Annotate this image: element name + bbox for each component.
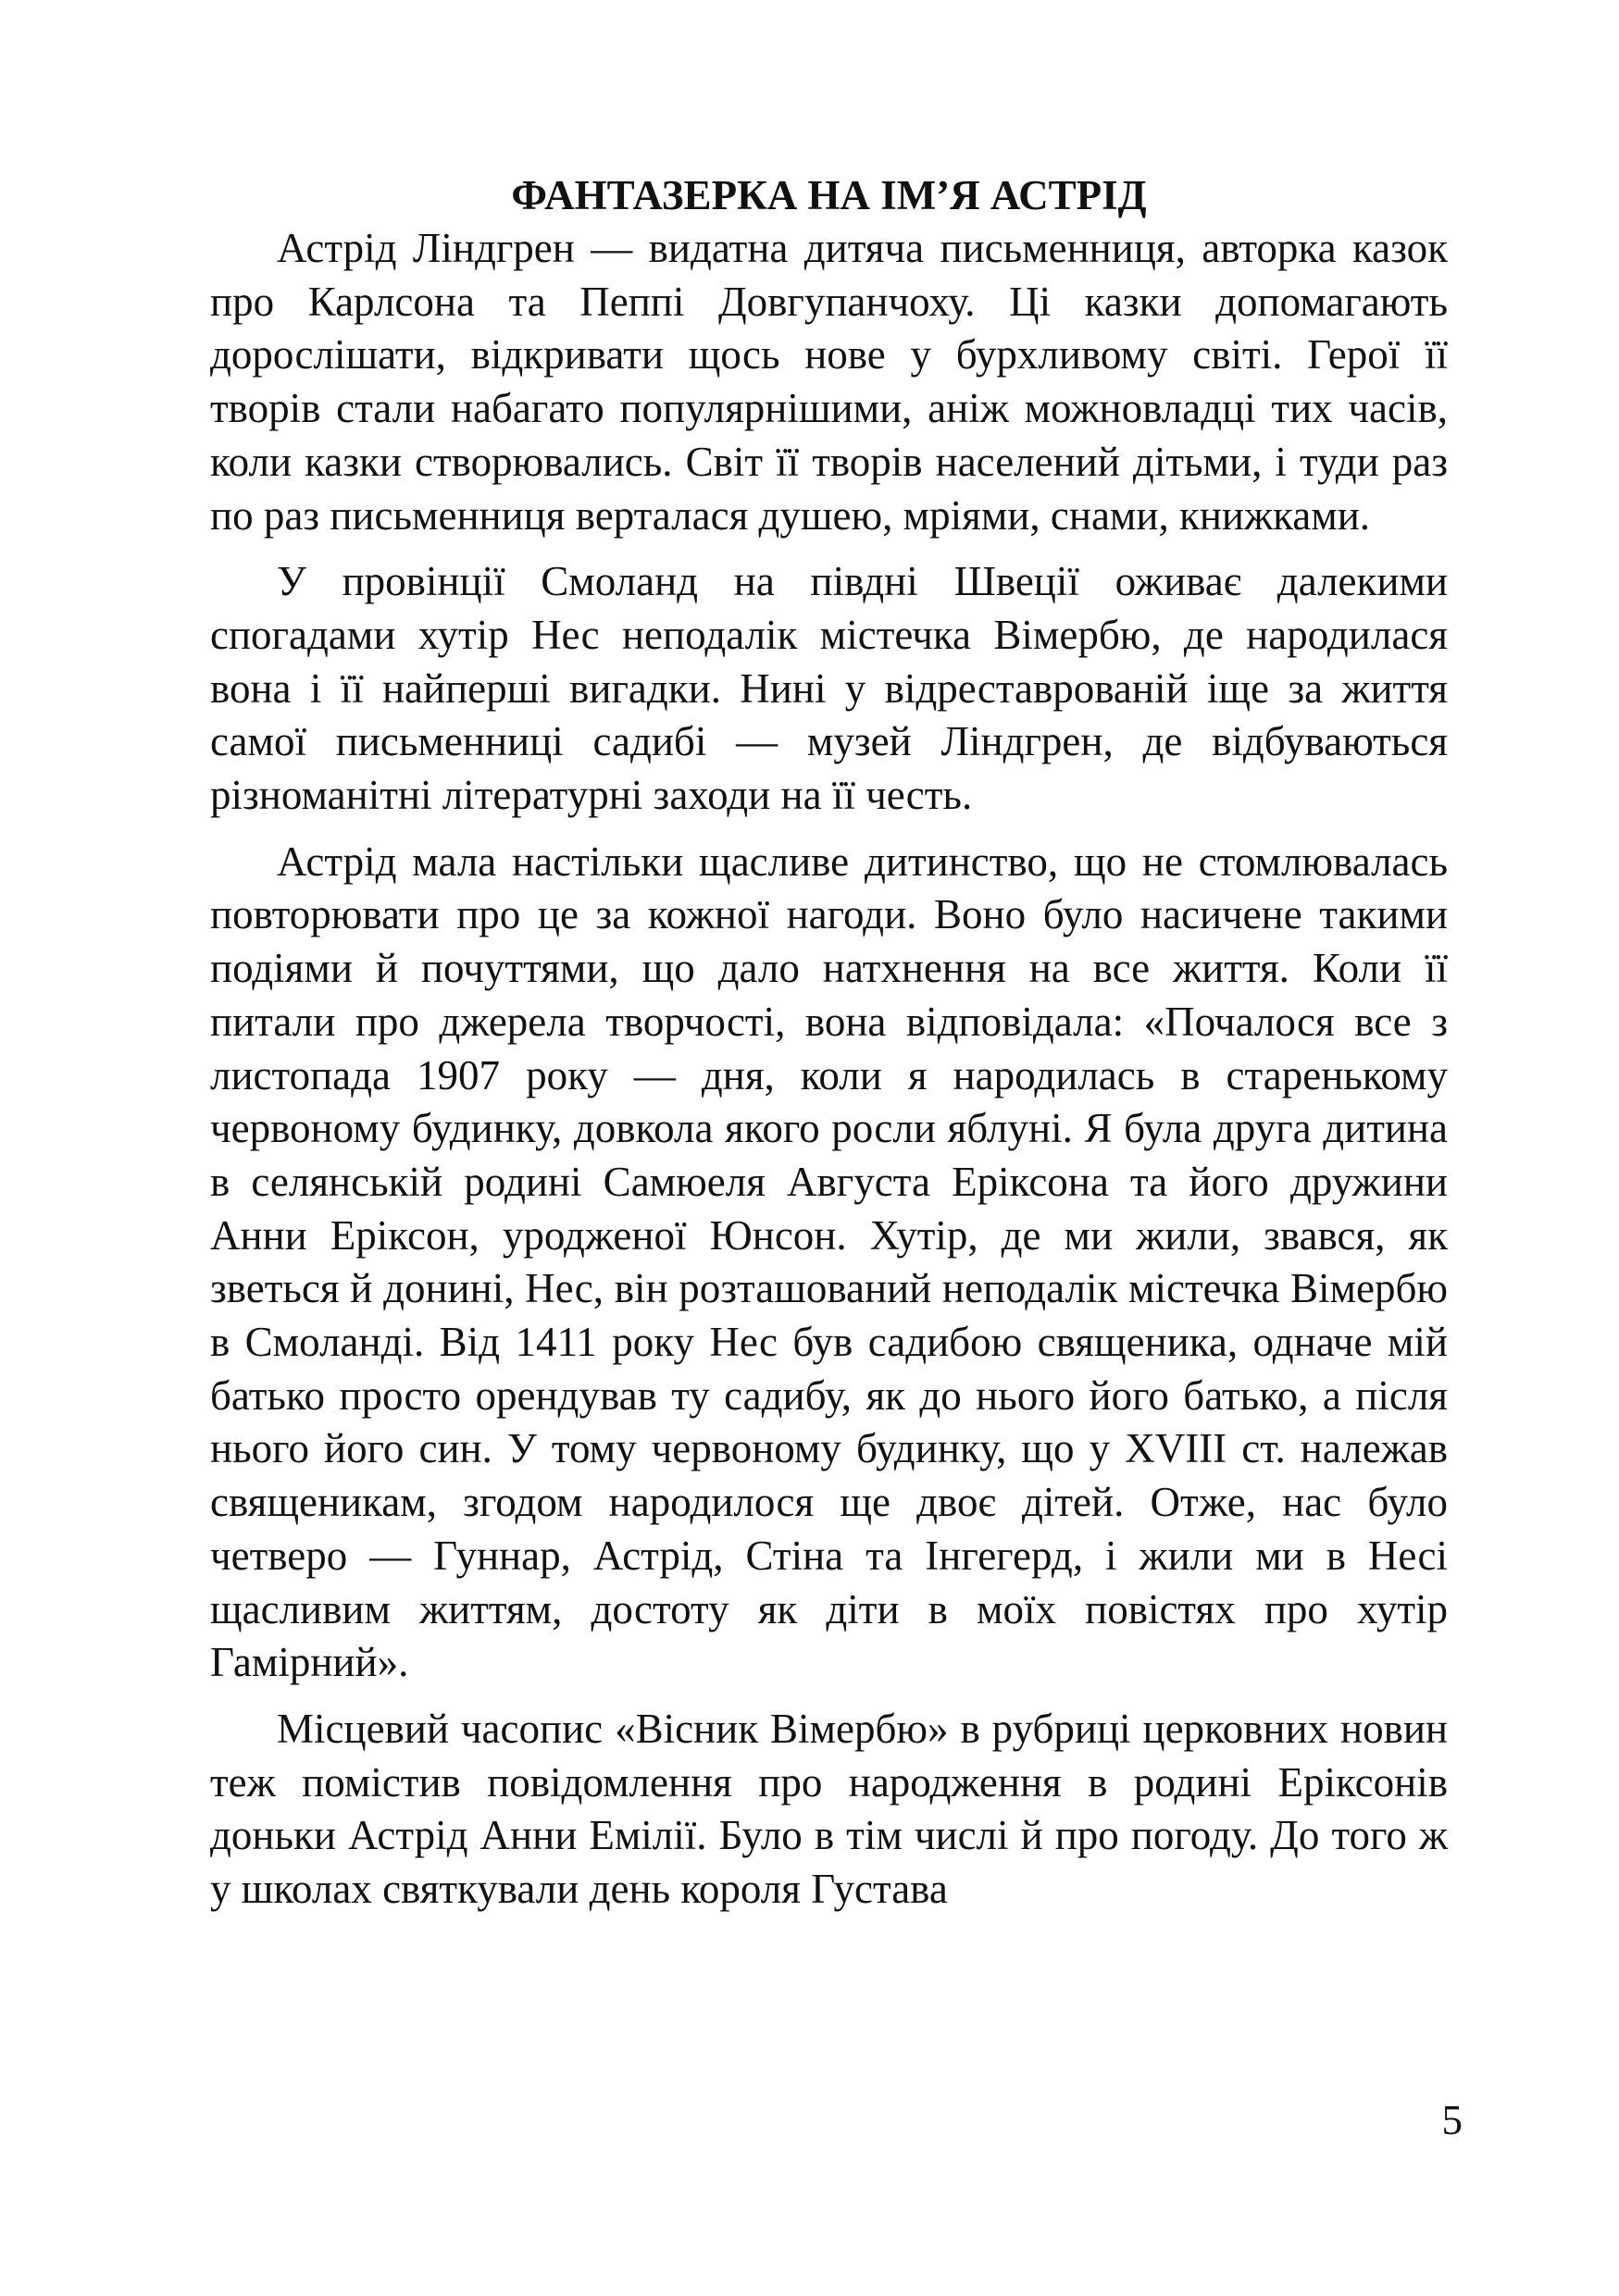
page-number: 5: [1441, 2097, 1463, 2143]
page-content: [210, 168, 1448, 1930]
chapter-title: ФАНТАЗЕРКА НА ІМ’Я АСТРІД: [511, 172, 1147, 218]
paragraph-1: Астрід Ліндгрен — видатна дитяча письменниця, авторка казок про Карлсона та Пеппі Довгупанчоху. Ці казки допомагають дорослішати, відкривати щось нове у бурхливому світі. Герої її творів стали набагато популярнішими, аніж можновладці тих часів, коли казки створювались. Світ її творів населений дітьми, і туди раз по раз письменниця верталася душею, мріями, снами, книжками.: [210, 225, 1448, 539]
paragraph-4: Місцевий часопис «Вісник Вімербю» в рубриці церковних новин теж помістив повідомлення про народження в родині Еріксонів доньки Астрід Анни Емілії. Було в тім числі й про погоду. До того ж у школах святкували день короля Густава: [210, 1705, 1448, 1913]
paragraph-3: Астрід мала настільки щасливе дитинство, що не стомлювалась повторювати про це за кожної нагоди. Воно було насичене такими подіями й почуттями, що дало натхнення на все життя. Коли її питали про джерела творчості, вона відповідала: «Почалося все з листопада 1907 року — дня, коли я народилась в старенькому червоному будинку, довкола якого росли яблуні. Я була друга дитина в селянській родині Самюеля Августа Еріксона та його дружини Анни Еріксон, уродженої Юнсон. Хутір, де ми жили, звався, як зветься й донині, Нес, він розташований неподалік містечка Вімербю в Смоланді. Від 1411 року Нес був садибою священика, одначе мій батько просто орендував ту садибу, як до нього його батько, а після нього його син. У тому червоному будинку, що у XVIII ст. належав священикам, згодом народилося ще двоє дітей. Отже, нас було четверо — Гуннар, Астрід, Стіна та Інгегерд, і жили ми в Несі щасливим життям, достоту як діти в моїх повістях про хутір Гамірний».: [210, 838, 1448, 1686]
paragraph-2: У провінції Смоланд на півдні Швеції оживає далекими спогадами хутір Нес неподалік містечка Вімербю, де народилася вона і її найперші вигадки. Нині у відреставрованій іще за життя самої письменниці садибі — музей Ліндгрен, де відбуваються різноманітні літературні заходи на її честь.: [210, 558, 1448, 819]
